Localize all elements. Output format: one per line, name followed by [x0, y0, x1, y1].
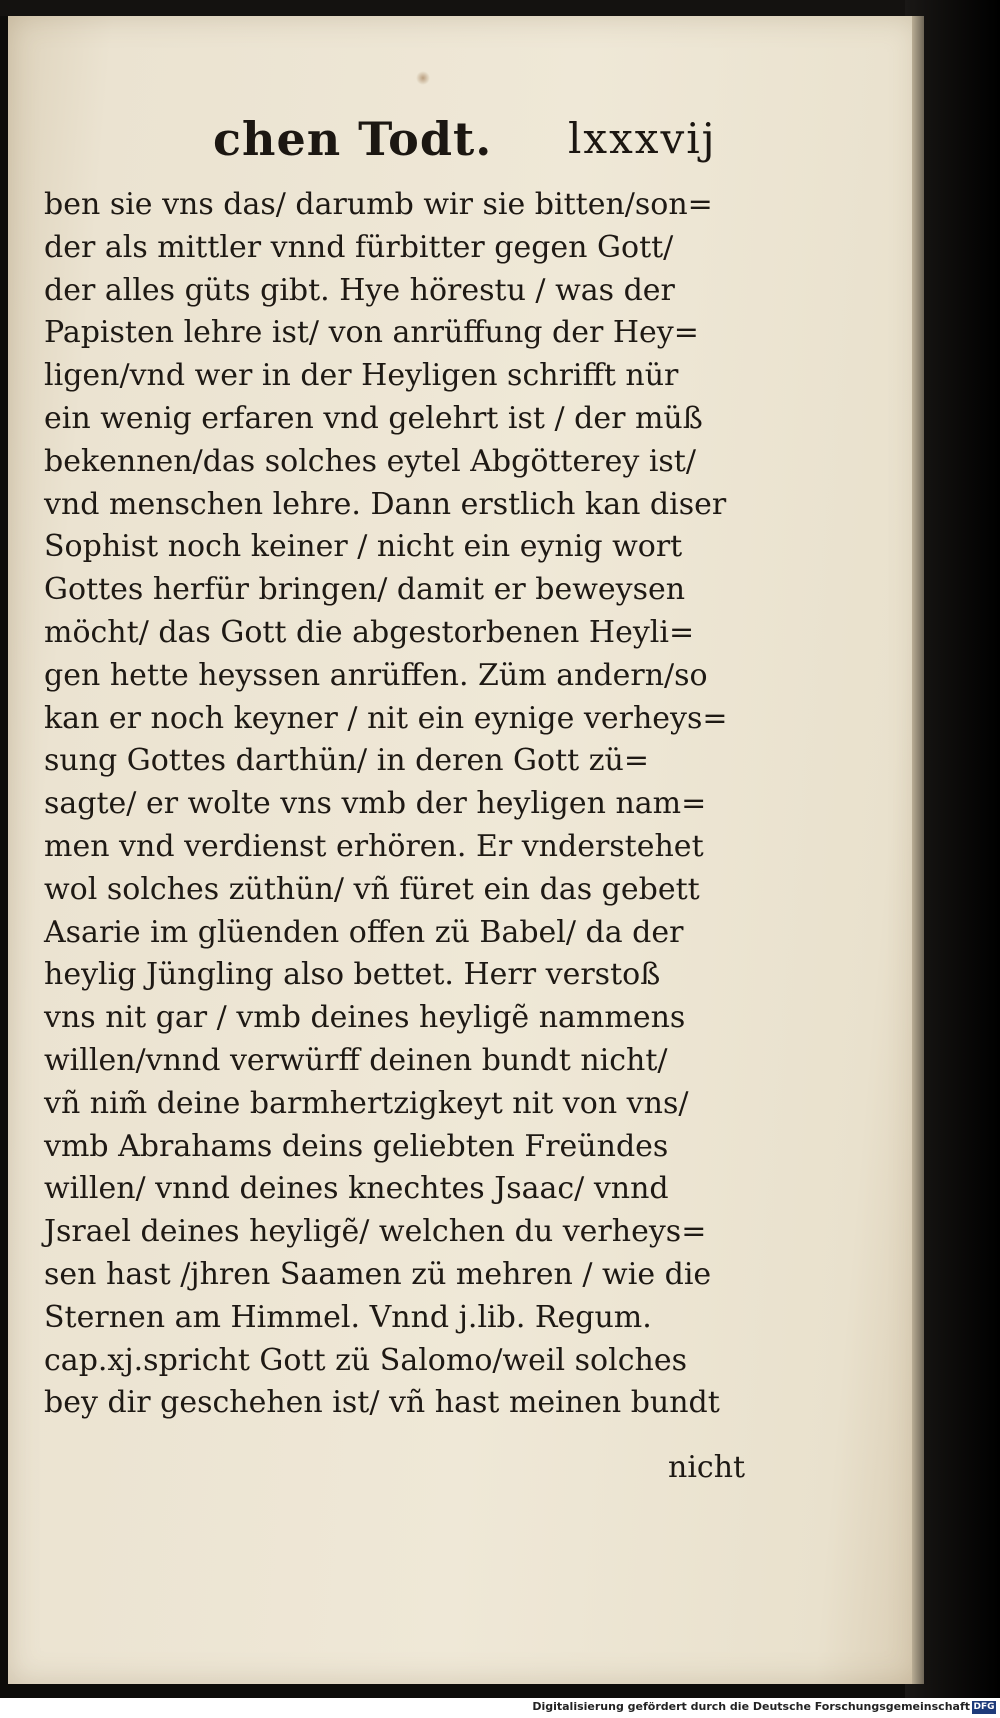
dfg-credit-text: Digitalisierung gefördert durch die Deutsche Forschungsgemeinschaft — [532, 1700, 970, 1713]
dfg-logo: DFG — [973, 1702, 995, 1712]
scan-top-border — [0, 0, 1000, 16]
book-page — [8, 16, 920, 1684]
text-line: willen/ vnnd deines knechtes Jsaac/ vnnd — [44, 1171, 669, 1207]
text-line: sung Gottes darthün/ in deren Gott zü= — [44, 743, 649, 779]
text-line: bey dir geschehen ist/ vñ hast meinen bundt — [44, 1385, 720, 1421]
text-line: men vnd verdienst erhören. Er vnderstehet — [44, 828, 704, 864]
text-line: vns nit gar / vmb deines heyligẽ nammens — [44, 1000, 686, 1036]
text-line: vmb Abrahams deins geliebten Freündes — [44, 1128, 669, 1164]
paper-stain — [416, 71, 430, 85]
text-line: Sophist noch keiner / nicht ein eynig wort — [44, 529, 683, 565]
text-line: ligen/vnd wer in der Heyligen schrifft nür — [44, 358, 679, 394]
text-line: bekennen/das solches eytel Abgötterey ist/ — [44, 443, 696, 479]
text-line: Jsrael deines heyligẽ/ welchen du verheys= — [44, 1214, 707, 1250]
text-line: heylig Jüngling also bettet. Herr verstoß — [44, 957, 661, 993]
text-line: wol solches züthün/ vñ füret ein das gebett — [44, 871, 700, 907]
body-text — [44, 184, 744, 1425]
text-line: Papisten lehre ist/ von anrüffung der Hey= — [44, 315, 699, 351]
text-line: möcht/ das Gott die abgestorbenen Heyli= — [44, 614, 695, 650]
page-edge — [912, 16, 924, 1684]
text-line: ein wenig erfaren vnd gelehrt ist / der müß — [44, 400, 703, 436]
catchword: nicht — [668, 1450, 746, 1485]
text-line: cap.xj.spricht Gott zü Salomo/weil solches — [44, 1342, 687, 1378]
text-line: Sternen am Himmel. Vnnd j.lib. Regum. — [44, 1299, 652, 1335]
text-line: willen/vnnd verwürff deinen bundt nicht/ — [44, 1042, 668, 1078]
folio-number: lxxxvij — [568, 114, 717, 163]
text-line: der als mittler vnnd fürbitter gegen Gott/ — [44, 229, 674, 265]
page-header — [8, 112, 920, 176]
running-head: chen Todt. — [213, 112, 493, 166]
text-line: vñ nim̃ deine barmhertzigkeyt nit von vns/ — [44, 1085, 689, 1121]
text-line: Asarie im glüenden offen zü Babel/ da der — [44, 914, 684, 950]
text-line: gen hette heyssen anrüffen. Züm andern/so — [44, 657, 708, 693]
text-line: ben sie vns das/ darumb wir sie bitten/son= — [44, 187, 713, 222]
text-line: der alles güts gibt. Hye hörestu / was der — [44, 272, 675, 308]
text-line: sen hast /jhren Saamen zü mehren / wie die — [44, 1256, 712, 1292]
text-line: kan er noch keyner / nit ein eynige verheys= — [44, 700, 728, 736]
text-line: Gottes herfür bringen/ damit er beweysen — [44, 572, 686, 608]
text-line: vnd menschen lehre. Dann erstlich kan diser — [44, 486, 727, 522]
text-line: sagte/ er wolte vns vmb der heyligen nam= — [44, 786, 707, 822]
